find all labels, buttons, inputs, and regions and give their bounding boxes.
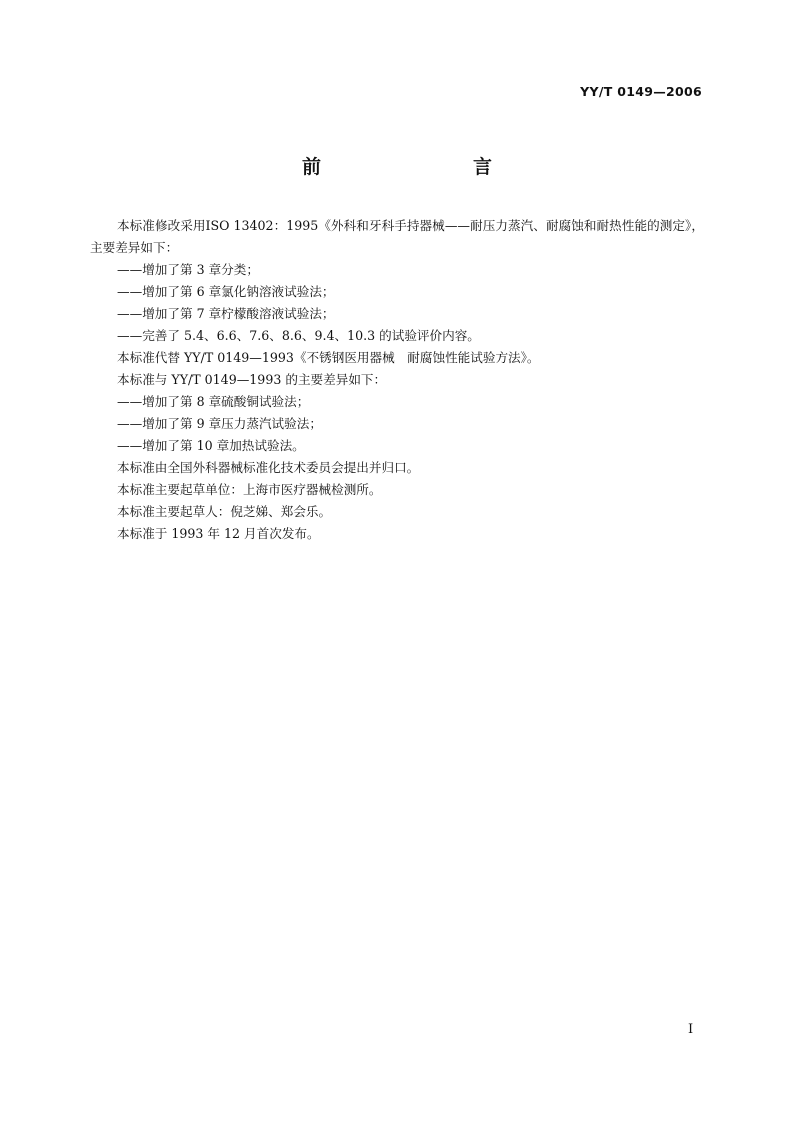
paragraph-first-issue: 本标准于 1993 年 12 月首次发布。: [117, 526, 320, 541]
paragraph-drafting-unit: 本标准主要起草单位：上海市医疗器械检测所。: [117, 482, 382, 497]
standard-code: YY/T 0149—2006: [580, 84, 702, 99]
paragraph-differences: 本标准与 YY/T 0149—1993 的主要差异如下：: [117, 372, 387, 387]
paragraph-drafters: 本标准主要起草人：倪芝娣、郑会乐。: [117, 504, 332, 519]
list-item: ——增加了第 8 章硫酸铜试验法；: [117, 394, 310, 409]
list-item: ——增加了第 3 章分类；: [117, 262, 259, 277]
page-number: I: [688, 1022, 694, 1037]
list-item: ——完善了 5.4、6.6、7.6、8.6、9.4、10.3 的试验评价内容。: [117, 328, 480, 343]
paragraph-intro: 本标准修改采用ISO 13402：1995《外科和牙科手持器械——耐压力蒸汽、耐腐蚀和耐热性能的测定》，主要差异如下：: [90, 218, 704, 255]
paragraph-proposer: 本标准由全国外科器械标准化技术委员会提出并归口。: [117, 460, 420, 475]
list-item: ——增加了第 10 章加热试验法。: [117, 438, 305, 453]
page-title: 前 言: [301, 156, 530, 178]
foreword-body: [90, 215, 704, 545]
paragraph-replaces: 本标准代替 YY/T 0149—1993《不锈钢医用器械 耐腐蚀性能试验方法》。: [117, 350, 540, 365]
list-item: ——增加了第 6 章氯化钠溶液试验法；: [117, 284, 335, 299]
list-item: ——增加了第 9 章压力蒸汽试验法；: [117, 416, 322, 431]
list-item: ——增加了第 7 章柠檬酸溶液试验法；: [117, 306, 335, 321]
